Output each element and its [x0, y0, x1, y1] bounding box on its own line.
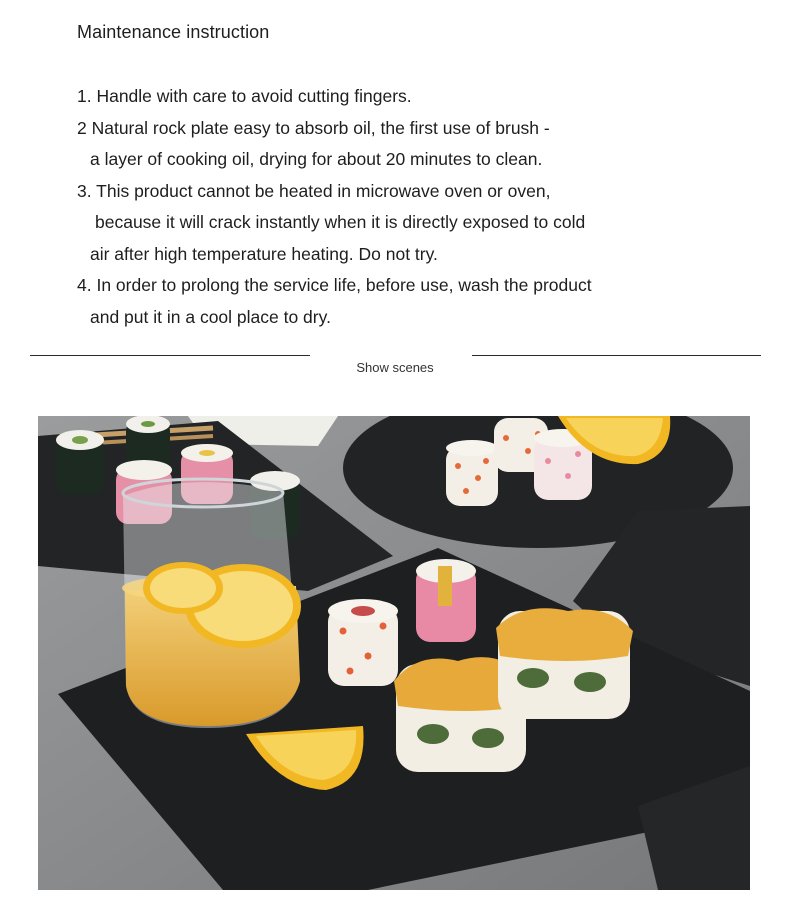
sushi-roll-white-orange [328, 599, 398, 686]
instruction-line-4: 3. This product cannot be heated in microwave oven or oven, [77, 181, 551, 201]
section-label: Show scenes [356, 360, 434, 375]
sushi-roll-baked-2 [496, 608, 633, 719]
instruction-line-6: air after high temperature heating. Do not try. [90, 244, 438, 264]
maintenance-heading: Maintenance instruction [77, 22, 270, 42]
sushi-roll-top-left-1 [56, 430, 104, 494]
instruction-line-1: 1. Handle with care to avoid cutting fingers. [77, 86, 412, 106]
instruction-line-2: 2 Natural rock plate easy to absorb oil, the first use of brush - [77, 118, 550, 138]
sushi-roll-pink-main [416, 559, 476, 642]
scene-photo [38, 416, 750, 890]
instruction-line-7: 4. In order to prolong the service life, before use, wash the product [77, 275, 592, 295]
instruction-line-8: and put it in a cool place to dry. [90, 307, 331, 327]
divider-right [472, 355, 761, 356]
instruction-line-5: because it will crack instantly when it is directly exposed to cold [95, 212, 586, 232]
divider-left [30, 355, 310, 356]
sushi-roll-round-1 [446, 440, 498, 506]
scene-illustration [38, 416, 750, 890]
instruction-line-3: a layer of cooking oil, drying for about 20 minutes to clean. [90, 149, 543, 169]
